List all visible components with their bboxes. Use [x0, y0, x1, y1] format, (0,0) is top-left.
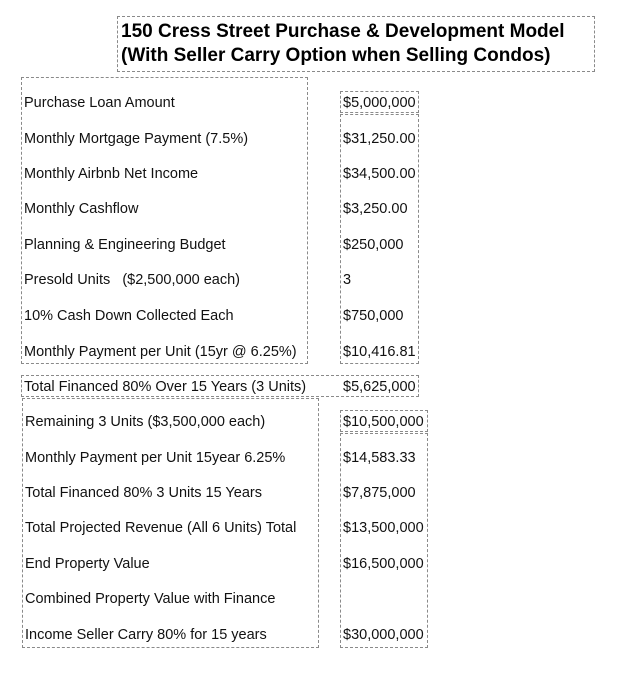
total-financed-label: Total Financed 80% Over 15 Years (3 Units) [24, 379, 307, 395]
presold-units-value: 3 [343, 272, 352, 288]
monthly-cashflow-label: Monthly Cashflow [24, 201, 139, 217]
cash-down-collected-value: $750,000 [343, 308, 404, 324]
monthly-airbnb-income-value: $34,500.00 [343, 166, 416, 182]
total-financed-3-units-label: Total Financed 80% 3 Units 15 Years [25, 485, 262, 501]
monthly-mortgage-payment-value: $31,250.00 [343, 131, 416, 147]
monthly-mortgage-payment-label: Monthly Mortgage Payment (7.5%) [24, 131, 249, 147]
purchase-loan-amount-label: Purchase Loan Amount [24, 95, 175, 111]
combined-property-value-label: Combined Property Value with Finance [25, 591, 276, 607]
remaining-units-value: $10,500,000 [343, 414, 424, 430]
page-title [121, 20, 565, 68]
total-financed-value: $5,625,000 [343, 379, 416, 395]
income-seller-carry-value: $30,000,000 [343, 627, 424, 643]
total-financed-3-units-value: $7,875,000 [343, 485, 416, 501]
total-projected-revenue-value: $13,500,000 [343, 520, 424, 536]
monthly-airbnb-income-label: Monthly Airbnb Net Income [24, 166, 199, 182]
title-line-2: (With Seller Carry Option when Selling Condos) [121, 45, 551, 66]
monthly-payment-15yr-label: Monthly Payment per Unit 15year 6.25% [25, 450, 286, 466]
monthly-payment-per-unit-label: Monthly Payment per Unit (15yr @ 6.25%) [24, 344, 297, 360]
title-line-1: 150 Cress Street Purchase & Development Model [121, 21, 565, 42]
planning-budget-value: $250,000 [343, 237, 404, 253]
presold-units-label: Presold Units ($2,500,000 each) [24, 272, 241, 288]
cash-down-collected-label: 10% Cash Down Collected Each [24, 308, 234, 324]
monthly-payment-15yr-value: $14,583.33 [343, 450, 416, 466]
income-seller-carry-label: Income Seller Carry 80% for 15 years [25, 627, 267, 643]
end-property-value-label: End Property Value [25, 556, 150, 572]
remaining-units-label: Remaining 3 Units ($3,500,000 each) [25, 414, 266, 430]
monthly-payment-per-unit-value: $10,416.81 [343, 344, 416, 360]
end-property-value-value: $16,500,000 [343, 556, 424, 572]
planning-budget-label: Planning & Engineering Budget [24, 237, 226, 253]
total-projected-revenue-label: Total Projected Revenue (All 6 Units) Total [25, 520, 297, 536]
purchase-loan-amount-value: $5,000,000 [343, 95, 416, 111]
monthly-cashflow-value: $3,250.00 [343, 201, 408, 217]
